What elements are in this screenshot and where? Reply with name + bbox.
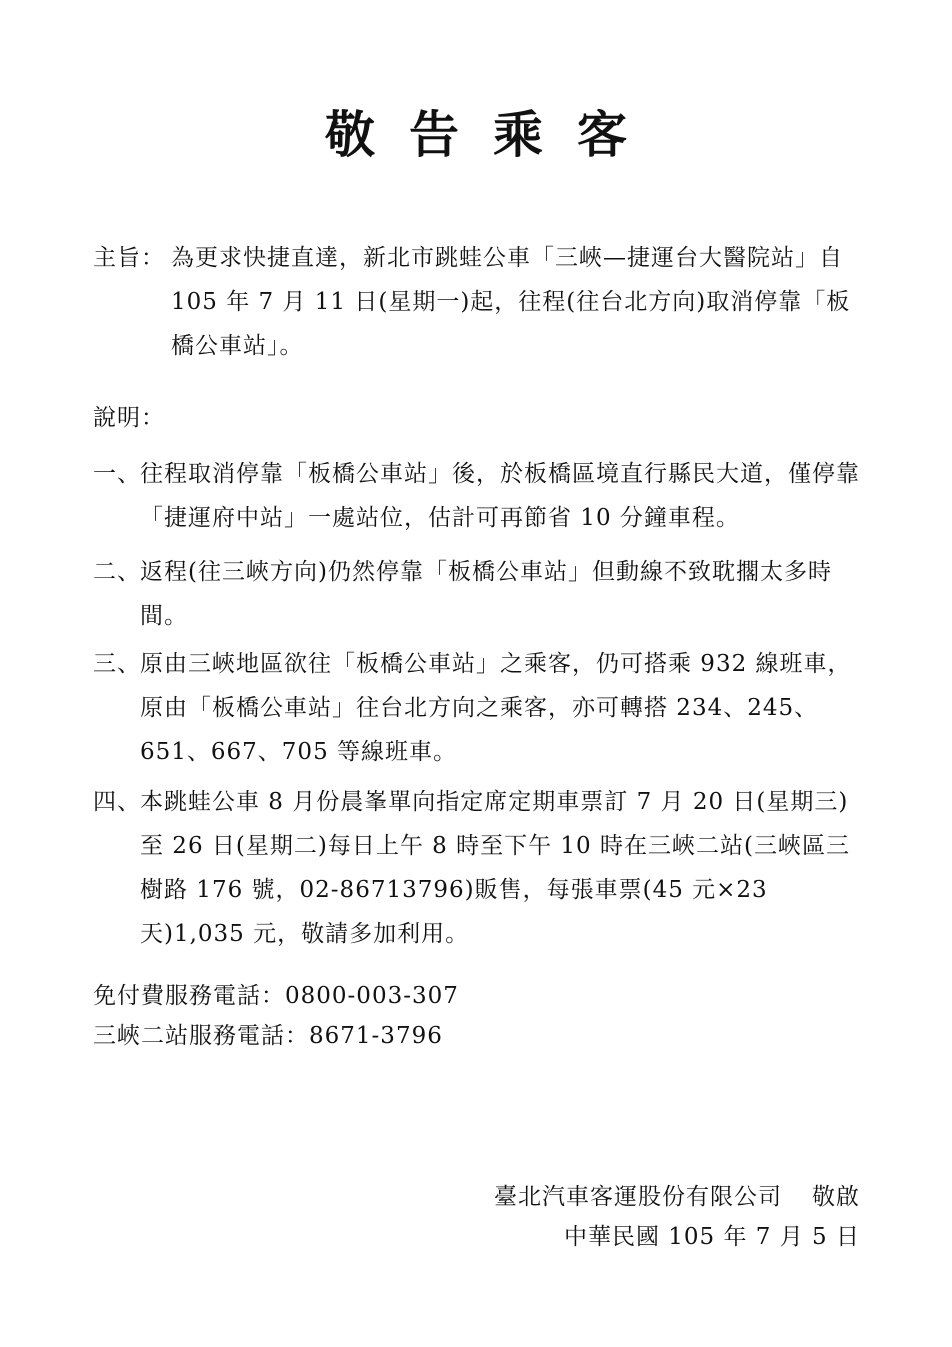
contact-label: 免付費服務電話： — [93, 983, 285, 1009]
station-phone — [93, 1014, 443, 1058]
explain-label: 說明： — [93, 405, 165, 431]
item-number: 三、 — [93, 651, 141, 677]
explain-item-3 — [93, 642, 863, 774]
contact-number: 8671-3796 — [309, 1023, 443, 1049]
item-text: 返程(往三峽方向)仍然停靠「板橋公車站」但動線不致耽擱太多時間。 — [140, 559, 832, 629]
contact-label: 三峽二站服務電話： — [93, 1023, 309, 1049]
toll-free-phone — [93, 974, 459, 1018]
contact-number: 0800-003-307 — [285, 983, 459, 1009]
explain-item-4 — [93, 780, 863, 956]
subject-section — [93, 236, 863, 368]
explain-item-2 — [93, 550, 863, 638]
subject-text: 為更求快捷直達，新北市跳蛙公車「三峽—捷運台大醫院站」自 105 年 7 月 11 日(星期一)起，往程(往台北方向)取消停靠「板橋公車站」。 — [171, 245, 851, 359]
subject-label: 主旨： — [93, 245, 165, 271]
item-text: 原由三峽地區欲往「板橋公車站」之乘客，仍可搭乘 932 線班車，原由「板橋公車站」往台北方向之乘客，亦可轉搭 234、245、651、667、705 等線班車。 — [140, 651, 852, 765]
company-name: 臺北汽車客運股份有限公司 — [494, 1184, 782, 1210]
explain-item-1 — [93, 452, 863, 540]
item-number: 四、 — [93, 789, 141, 815]
notice-title: 敬告乘客 — [325, 105, 661, 164]
item-number: 一、 — [93, 461, 141, 487]
respect-closing: 敬啟 — [812, 1184, 860, 1210]
signature-company — [494, 1175, 860, 1219]
item-text: 本跳蛙公車 8 月份晨峯單向指定席定期車票訂 7 月 20 日(星期三)至 26 日(星期二)每日上午 8 時至下午 10 時在三峽二站(三峽區三樹路 176 號，02-86713796)販售，每張車票(45 元×23 天)1,035 元，敬請多加利用。 — [140, 789, 850, 947]
item-text: 往程取消停靠「板橋公車站」後，於板橋區境直行縣民大道，僅停靠「捷運府中站」一處站位，估計可再節省 10 分鐘車程。 — [140, 461, 860, 531]
item-number: 二、 — [93, 559, 141, 585]
signature-date: 中華民國 105 年 7 月 5 日 — [563, 1224, 860, 1250]
